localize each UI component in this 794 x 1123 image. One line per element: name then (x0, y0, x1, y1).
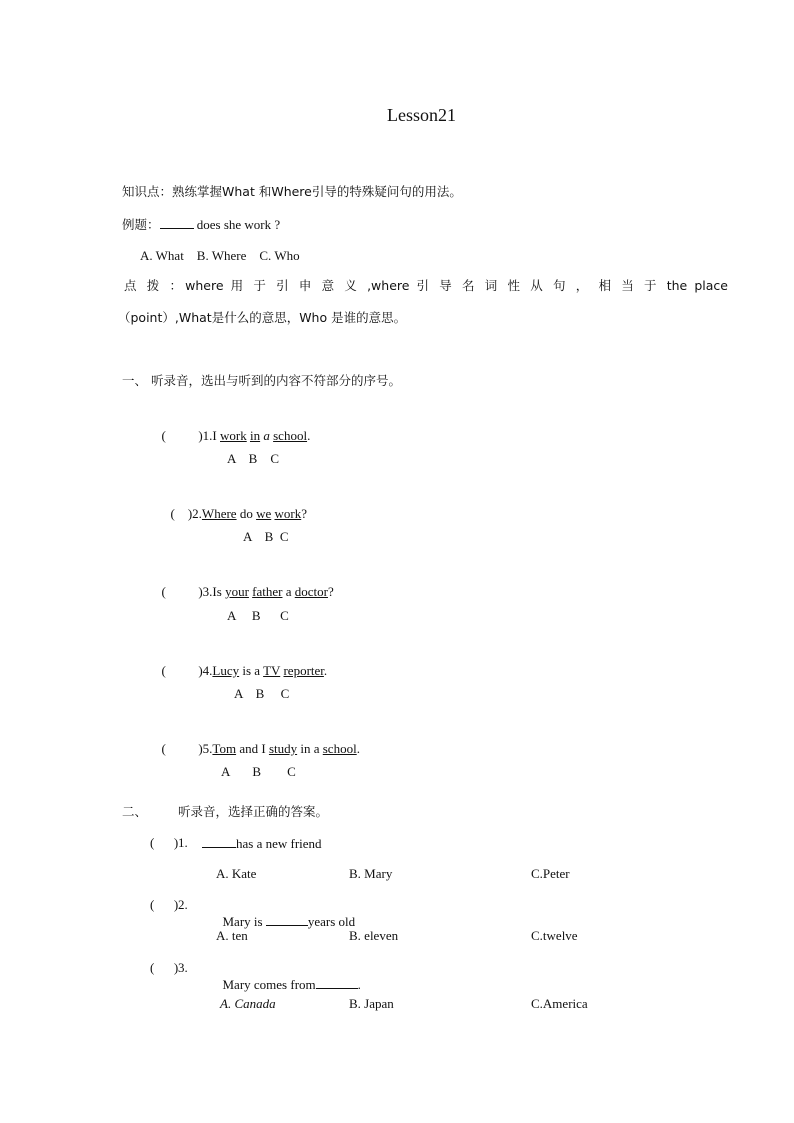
option-c: C.America (531, 996, 588, 1011)
section1-item-1-labels: A B C (227, 451, 280, 466)
example-label: 例题： (122, 217, 160, 232)
section2-item-2-paren: ( ) (150, 897, 179, 912)
answer-paren: ( ) (161, 428, 203, 443)
option-c-text: reporter (283, 663, 324, 678)
option-c-text: school (322, 741, 357, 756)
question-number: 4. (202, 663, 213, 678)
question-text: years old (307, 914, 356, 929)
knowledge-text: 熟练掌握What 和Where引导的特殊疑问句的用法。 (172, 184, 462, 199)
tip-line-2: （point）,What是什么的意思，Who 是谁的意思。 (118, 310, 407, 325)
section1-item-3-labels: A B C (227, 608, 289, 623)
section2-item-3-paren: ( ) (150, 960, 179, 975)
section2-heading: 听录音，选择正确的答案。 (178, 804, 329, 819)
option-a-text: Where (201, 506, 237, 521)
option-a: A. ten (216, 928, 248, 943)
question-number: 2. (192, 506, 202, 521)
text-part: ? (327, 584, 334, 599)
question-number: 1. (202, 428, 213, 443)
section2-number: 二、 (122, 804, 148, 819)
option-b-text: father (252, 584, 283, 599)
tip-label: 点 拨 ： (124, 278, 186, 293)
section1-item-5 (155, 725, 360, 757)
tip-line-1 (124, 278, 728, 294)
example-question-text: does she work ? (193, 217, 281, 232)
text-part: . (356, 741, 360, 756)
text-part: . (307, 428, 311, 443)
option-c-text: work (274, 506, 302, 521)
option-b: B. eleven (349, 928, 399, 943)
section2-item-1-paren: ( ) (150, 835, 179, 850)
answer-paren: ( ) (161, 663, 203, 678)
option-c-text: doctor (294, 584, 328, 599)
question-text: Mary comes from (222, 977, 316, 992)
section1-item-4 (155, 647, 327, 679)
section1-item-4-labels: A B C (234, 686, 290, 701)
option-b-text: study (268, 741, 298, 756)
answer-blank (202, 835, 236, 848)
text-part: is a (239, 663, 264, 678)
question-number: 3. (202, 584, 213, 599)
section2-item-3-number: 3. (178, 960, 188, 975)
option-c: C.twelve (531, 928, 578, 943)
option-a-text: Lucy (212, 663, 240, 678)
answer-paren: ( ) (170, 506, 193, 521)
page-title: Lesson21 (387, 105, 456, 125)
option-b-text: we (256, 506, 272, 521)
answer-blank (266, 913, 308, 926)
option-a-text: Tom (212, 741, 237, 756)
section1-item-3 (155, 568, 334, 600)
option-a-text: your (225, 584, 249, 599)
text-part: a (263, 428, 270, 443)
tip-text-1: where 用 于 引 申 意 义 ,where 引 导 名 词 性 从 句 ， 相 当 于 the place (185, 278, 728, 293)
knowledge-point (122, 184, 462, 200)
answer-paren: ( ) (161, 584, 203, 599)
example-options: A. What B. Where C. Who (140, 248, 300, 263)
option-b: B. Mary (349, 866, 393, 881)
option-c-text: school (273, 428, 308, 443)
option-a-text: work (220, 428, 247, 443)
question-text: . (357, 977, 361, 992)
section2-item-2-number: 2. (178, 897, 188, 912)
text-part: I (212, 428, 221, 443)
section2-item-3-question (216, 960, 361, 993)
option-b: B. Japan (349, 996, 394, 1011)
option-b-text: TV (263, 663, 281, 678)
text-part: Is (212, 584, 226, 599)
example-question (122, 216, 280, 233)
option-c: C.Peter (531, 866, 570, 881)
option-b-text: in (249, 428, 261, 443)
text-part: do (236, 506, 257, 521)
answer-paren: ( ) (161, 741, 203, 756)
text-part: . (323, 663, 328, 678)
answer-blank (160, 216, 194, 229)
text-part: and I (236, 741, 269, 756)
section1-item-2 (164, 490, 307, 522)
question-text: has a new friend (236, 836, 322, 851)
knowledge-label: 知识点： (122, 184, 173, 199)
option-a: A. Canada (220, 996, 276, 1011)
section1-item-2-labels: A B C (243, 529, 289, 544)
question-text: Mary is (222, 914, 266, 929)
section2-item-2-question (216, 897, 355, 930)
text-part: in a (297, 741, 323, 756)
answer-blank (316, 976, 358, 989)
section2-item-1-question (202, 835, 322, 852)
text-part: a (282, 584, 295, 599)
text-part: ? (301, 506, 307, 521)
question-number: 5. (202, 741, 213, 756)
option-a: A. Kate (216, 866, 257, 881)
section1-item-1 (155, 412, 310, 444)
section1-heading: 一、 听录音，选出与听到的内容不符部分的序号。 (122, 373, 401, 388)
section1-item-5-labels: A B C (221, 764, 296, 779)
section2-item-1-number: 1. (178, 835, 188, 850)
